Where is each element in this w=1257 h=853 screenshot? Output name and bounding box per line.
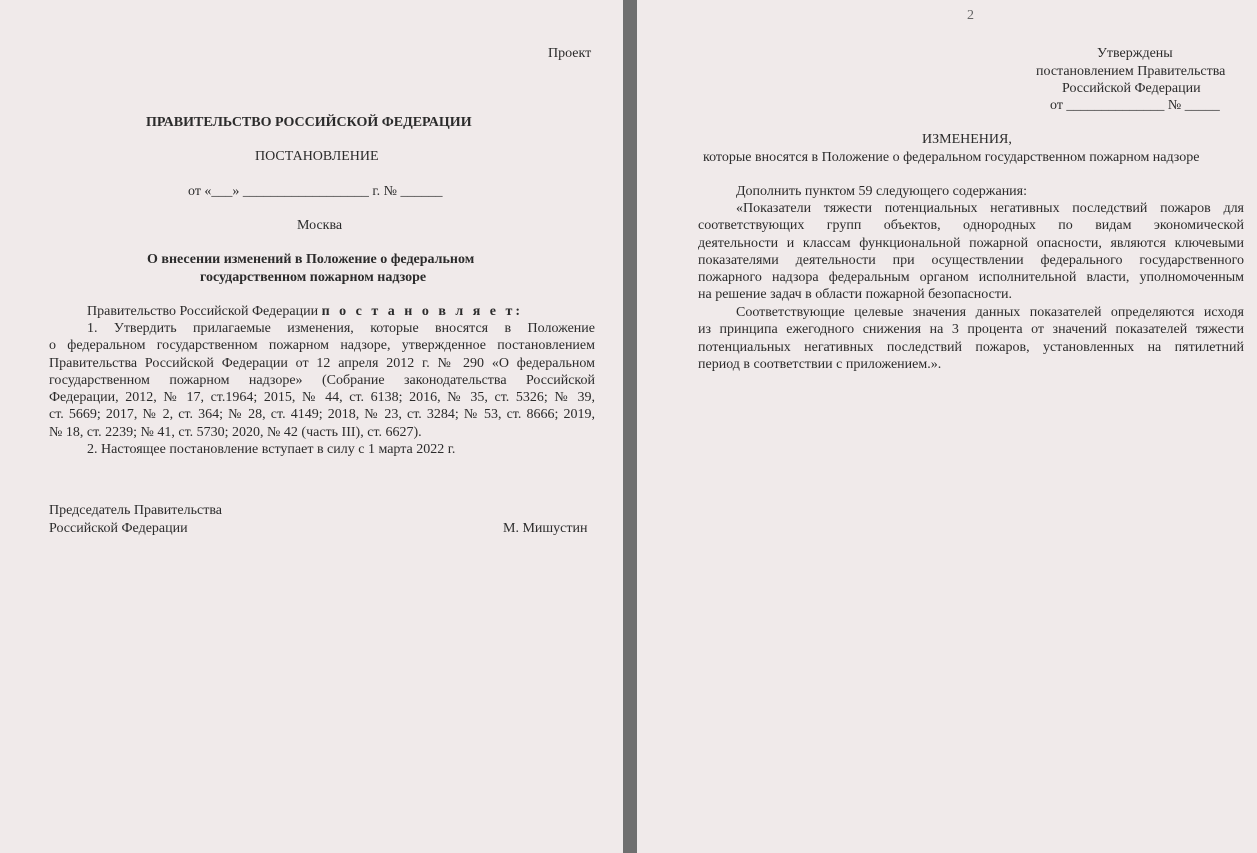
preamble [87, 303, 523, 320]
preamble-text: Правительство Российской Федерации [87, 304, 319, 319]
paragraph-1 [698, 200, 1244, 304]
page-divider [623, 0, 637, 853]
paragraph-1-line: «Показатели тяжести потенциальных негативных последствий пожаров для [736, 201, 1244, 216]
item-1-line: 1. Утвердить прилагаемые изменения, которые вносятся в Положение [87, 321, 595, 336]
document-page-1 [0, 0, 623, 853]
signer-title-line-2: Российской Федерации [49, 521, 188, 536]
item-1-line: о федеральном государственном пожарном надзоре, утвержденное постановлением [49, 338, 595, 354]
title-line-1: О внесении изменений в Положение о федеральном [147, 252, 475, 267]
item-1-line: № 18, ст. 2239; № 41, ст. 5730; 2020, № 42 (часть III), ст. 6627). [49, 424, 422, 440]
changes-heading: ИЗМЕНЕНИЯ, [922, 132, 1012, 147]
item-1-paragraph [49, 320, 595, 441]
paragraph-2-line: из принципа ежегодного снижения на 3 процента от значений показателей тяжести [698, 322, 1244, 338]
signer-title-line-1: Председатель Правительства [49, 503, 222, 518]
paragraph-2-line: период в соответствии с приложением.». [698, 356, 942, 372]
paragraph-1-line: соответствующих групп объектов, однородных по видам экономической [698, 218, 1244, 234]
intro-paragraph: Дополнить пунктом 59 следующего содержания: [736, 184, 1028, 199]
approval-line-4: от ______________ № _____ [1050, 98, 1220, 113]
paragraph-1-line: пожарного надзора федеральным органом исполнительной власти, уполномоченным [698, 270, 1244, 286]
paragraph-2-line: Соответствующие целевые значения данных показателей определяются исходя [736, 305, 1244, 320]
document-page-2 [637, 0, 1257, 853]
item-2-paragraph: 2. Настоящее постановление вступает в силу с 1 марта 2022 г. [87, 442, 456, 457]
item-1-line: ст. 5669; 2017, № 2, ст. 364; № 28, ст. 4149; 2018, № 23, ст. 3284; № 53, ст. 8666; 2019, [49, 407, 595, 423]
signer-name: М. Мишустин [503, 521, 588, 536]
title-line-2: государственном пожарном надзоре [200, 270, 427, 285]
paragraph-1-line: показателями деятельности при осуществлении федерального государственного [698, 252, 1244, 268]
city: Москва [297, 218, 343, 233]
approval-line-1: Утверждены [1097, 46, 1173, 61]
approval-line-2: постановлением Правительства [1036, 64, 1226, 79]
item-1-line: государственном пожарном надзоре» (Собрание законодательства Российской [49, 372, 595, 388]
paragraph-1-line: на решение задач в области пожарной безопасности. [698, 287, 1012, 303]
document-type: ПОСТАНОВЛЕНИЕ [255, 149, 379, 164]
page-number: 2 [967, 8, 974, 23]
date-line: от «___» __________________ г. № ______ [188, 184, 443, 199]
item-1-line: Федерации, 2012, № 17, ст.1964; 2015, № 44, ст. 6138; 2016, № 35, ст. 5326; № 39, [49, 390, 595, 406]
changes-subheading: которые вносятся в Положение о федеральном государственном пожарном надзоре [703, 150, 1200, 165]
item-1-line: Правительства Российской Федерации от 12 апреля 2012 г. № 290 «О федеральном [49, 355, 595, 371]
paragraph-2-line: потенциальных негативных последствий пожаров, установленных на пятилетний [698, 339, 1244, 355]
approval-line-3: Российской Федерации [1062, 81, 1201, 96]
preamble-verb: п о с т а н о в л я е т: [321, 304, 524, 319]
government-heading: ПРАВИТЕЛЬСТВО РОССИЙСКОЙ ФЕДЕРАЦИИ [146, 115, 472, 130]
paragraph-2 [698, 304, 1244, 373]
paragraph-1-line: деятельности и классам функциональной пожарной опасности, являются ключевыми [698, 235, 1244, 251]
draft-label: Проект [548, 46, 592, 61]
